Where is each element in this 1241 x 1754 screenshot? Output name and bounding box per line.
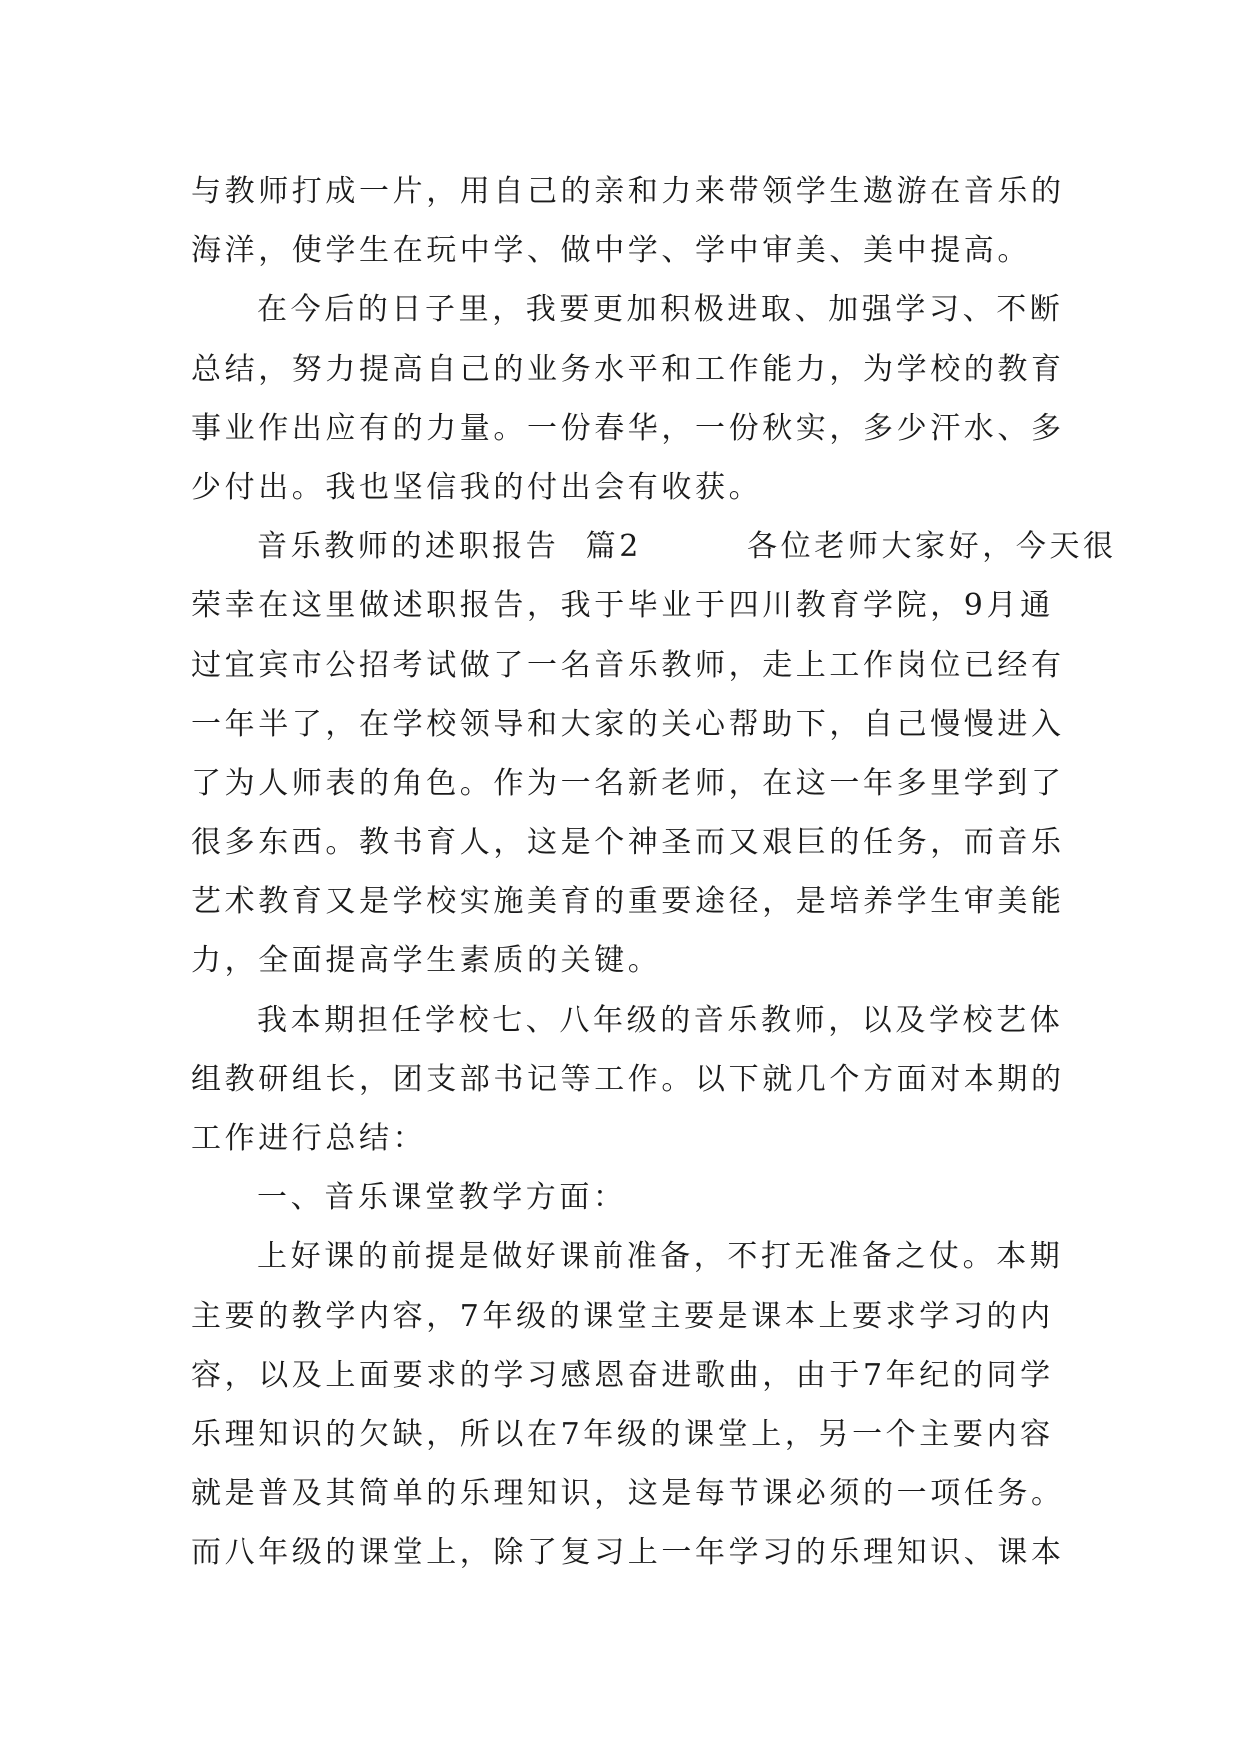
paragraph-start-line: 上好课的前提是做好课前准备，不打无准备之仗。本期 xyxy=(257,1239,1064,1275)
text-line: 主要的教学内容，7年级的课堂主要是课本上要求学习的内 xyxy=(191,1298,1054,1334)
subsection-heading-line: 一、音乐课堂教学方面： xyxy=(257,1180,627,1216)
text-line: 力，全面提高学生素质的关键。 xyxy=(191,943,662,979)
text-line: 事业作出应有的力量。一份春华，一份秋实，多少汗水、多 xyxy=(191,410,1065,446)
text-line: 工作进行总结： xyxy=(191,1121,427,1156)
section-heading-line: 音乐教师的述职报告 篇2 各位老师大家好，今天很 xyxy=(257,529,1117,565)
text-line: 少付出。我也坚信我的付出会有收获。 xyxy=(191,469,763,505)
text-line: 了为人师表的角色。作为一名新老师，在这一年多里学到了 xyxy=(191,765,1065,801)
text-line: 组教研组长，团支部书记等工作。以下就几个方面对本期的 xyxy=(191,1061,1065,1097)
paragraph-start-line: 在今后的日子里，我要更加积极进取、加强学习、不断 xyxy=(257,292,1064,328)
text-line: 一年半了，在学校领导和大家的关心帮助下，自己慢慢进入 xyxy=(191,706,1065,742)
text-line: 荣幸在这里做述职报告，我于毕业于四川教育学院，9月通 xyxy=(191,588,1054,624)
text-line: 总结，努力提高自己的业务水平和工作能力，为学校的教育 xyxy=(191,351,1065,387)
paragraph-start-line: 我本期担任学校七、八年级的音乐教师，以及学校艺体 xyxy=(257,1002,1064,1038)
text-line: 与教师打成一片，用自己的亲和力来带领学生遨游在音乐的 xyxy=(191,174,1065,209)
text-line: 很多东西。教书育人，这是个神圣而又艰巨的任务，而音乐 xyxy=(191,825,1065,861)
text-line: 容，以及上面要求的学习感恩奋进歌曲，由于7年纪的同学 xyxy=(191,1357,1054,1393)
text-line: 艺术教育又是学校实施美育的重要途径，是培养学生审美能 xyxy=(191,884,1065,920)
text-line: 过宜宾市公招考试做了一名音乐教师，走上工作岗位已经有 xyxy=(191,647,1065,683)
text-line: 乐理知识的欠缺，所以在7年级的课堂上，另一个主要内容 xyxy=(191,1416,1054,1452)
text-line: 海洋，使学生在玩中学、做中学、学中审美、美中提高。 xyxy=(191,233,1031,269)
text-line: 而八年级的课堂上，除了复习上一年学习的乐理知识、课本 xyxy=(191,1535,1065,1571)
document-body xyxy=(191,162,1117,1583)
text-line: 就是普及其简单的乐理知识，这是每节课必须的一项任务。 xyxy=(191,1476,1065,1512)
